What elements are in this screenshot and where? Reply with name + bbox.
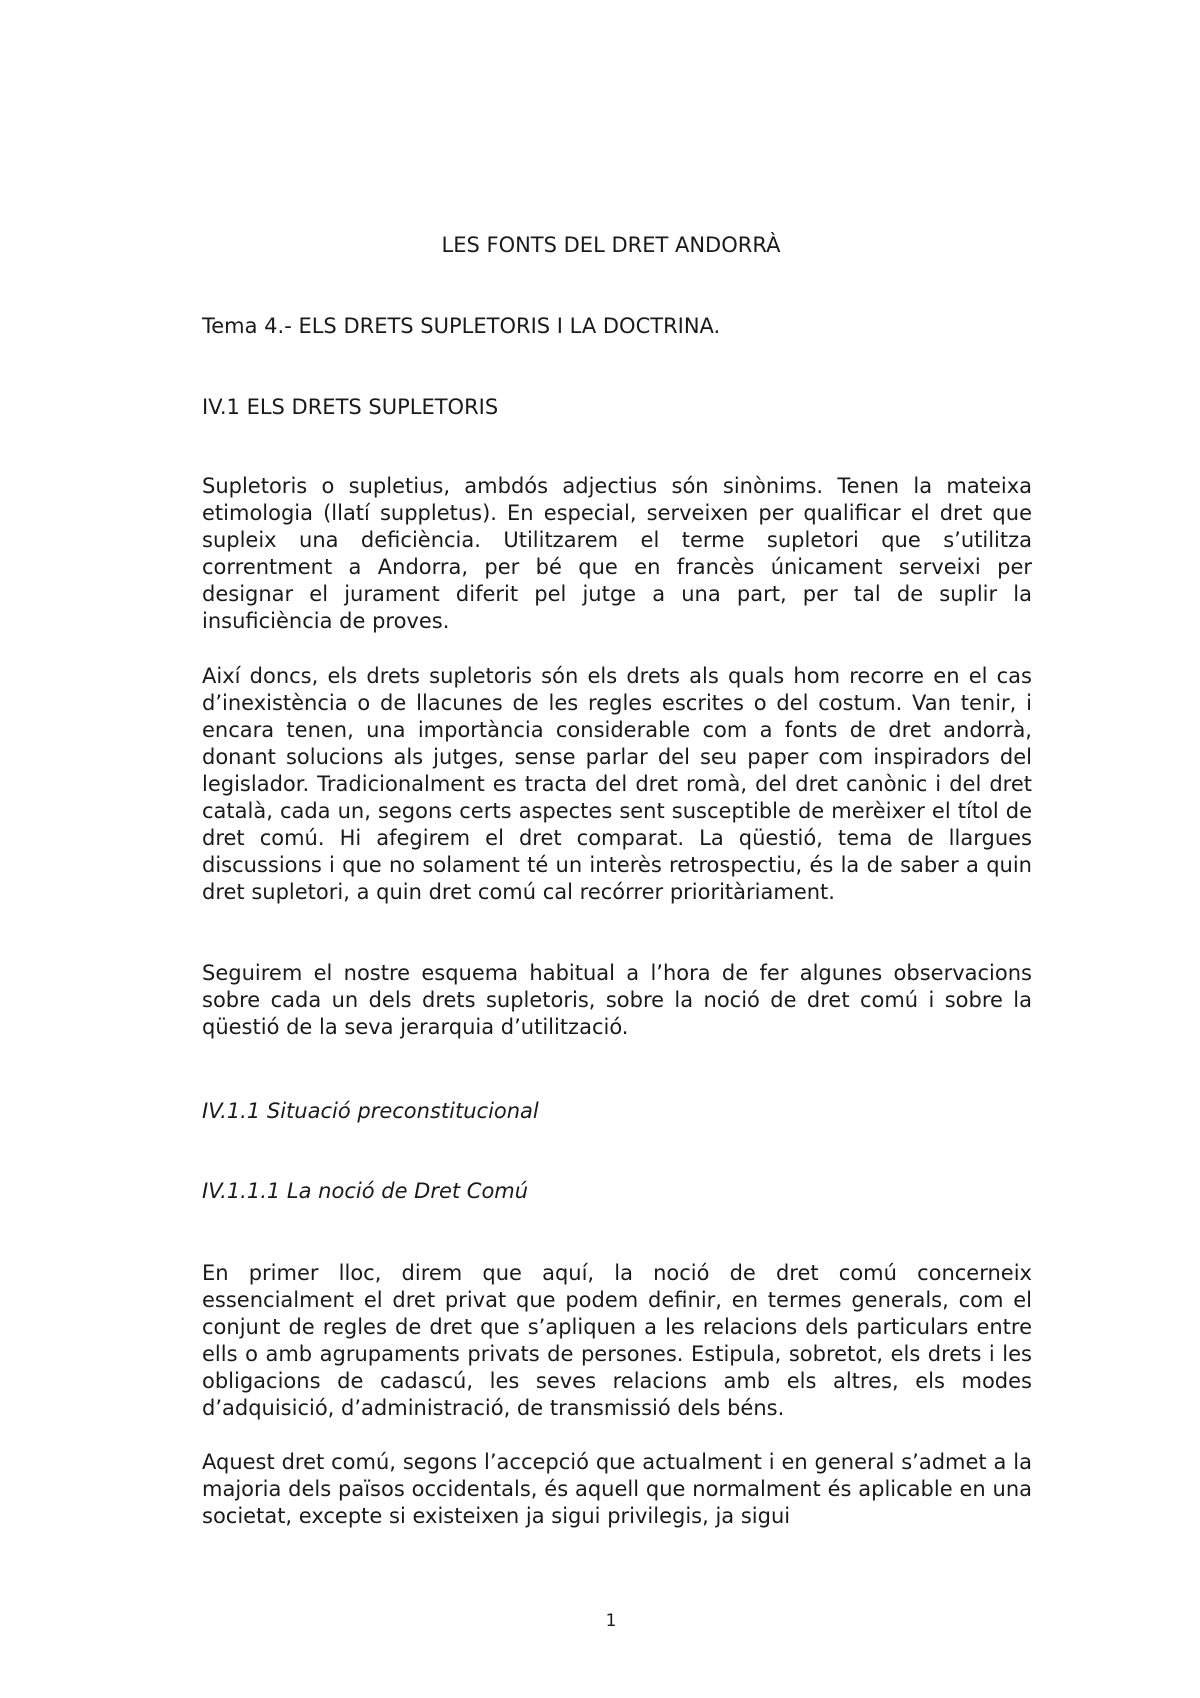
section-heading: IV.1 ELS DRETS SUPLETORIS — [202, 395, 499, 419]
body-paragraph: Així doncs, els drets supletoris són els drets als quals hom recorre en el cas d’inexistència o de llacunes de les regles escrites o del costum. Van tenir, i encara tenen, una importància considerable com a fonts de dret andorrà, donant solucions als jutges, sense parlar del seu paper com inspiradors del legislador. Tradicionalment es tracta del dret romà, del dret canònic i del dret català, cada un, segons certs aspectes sent susceptible de merèixer el títol de dret comú. Hi afegirem el dret comparat. La qüestió, tema de llargues discussions i que no solament té un interès retrospectiu, és la de saber a quin dret supletori, a quin dret comú cal recórrer prioritàriament. — [202, 664, 1032, 904]
body-paragraph: Seguirem el nostre esquema habitual a l’hora de fer algunes observacions sobre cada un dels drets supletoris, sobre la noció de dret comú i sobre la qüestió de la seva jerarquia d’utilització. — [202, 961, 1032, 1039]
body-paragraph: Aquest dret comú, segons l’accepció que actualment i en general s’admet a la majoria dels països occidentals, és aquell que normalment és aplicable en una societat, excepte si existeixen ja sigui privilegis, ja sigui — [202, 1450, 1032, 1528]
subsubsection-heading: IV.1.1.1 La noció de Dret Comú — [202, 1179, 529, 1203]
page-number: 1 — [605, 1611, 617, 1631]
document-title: LES FONTS DEL DRET ANDORRÀ — [441, 233, 781, 257]
body-paragraph: Supletoris o supletius, ambdós adjectius són sinònims. Tenen la mateixa etimologia (llatí suppletus). En especial, serveixen per qualificar el dret que supleix una deficiència. Utilitzarem el terme supletori que s’utilitza correntment a Andorra, per bé que en francès únicament serveixi per designar el jurament diferit pel jutge a una part, per tal de suplir la insuficiència de proves. — [202, 474, 1032, 633]
body-paragraph: En primer lloc, direm que aquí, la noció de dret comú concerneix essencialment el dret privat que podem definir, en termes generals, com el conjunt de regles de dret que s’apliquen a les relacions dels particulars entre ells o amb agrupaments privats de persones. Estipula, sobretot, els drets i les obligacions de cadascú, les seves relacions amb els altres, els modes d’adquisició, d’administració, de transmissió dels béns. — [202, 1261, 1032, 1420]
subsection-heading: IV.1.1 Situació preconstitucional — [202, 1099, 539, 1123]
topic-heading: Tema 4.- ELS DRETS SUPLETORIS I LA DOCTRINA. — [202, 314, 721, 338]
